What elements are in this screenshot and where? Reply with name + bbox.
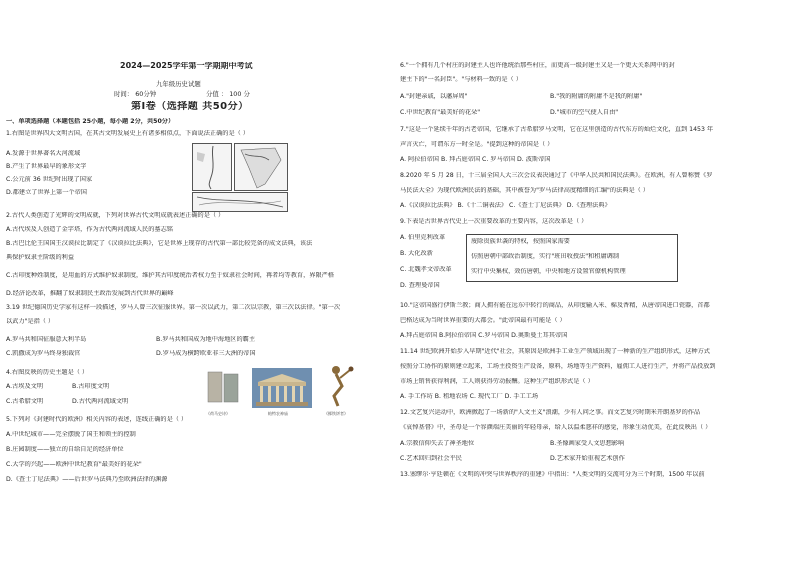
right-column [400, 0, 788, 561]
q3-option-a: A.罗马共和国征服意大利半岛 [6, 336, 87, 343]
mesopotamia-map [192, 192, 288, 212]
q1-option-a: A.发源于世界著名大河流域 [6, 150, 81, 157]
q6-option-d: D."城市的空气使人自由" [550, 109, 619, 116]
q10-options: A.拜占庭帝国 B.阿拉伯帝国 C.罗马帝国 D.奥斯曼土耳其帝国 [400, 332, 568, 339]
exam-time: 时间： 60分钟 [114, 90, 157, 98]
question-12-cont: 《哀悼基督》中，圣母是一个容颜端庄美丽的年轻母亲，给人以温柔慈祥的感觉，形象生动优美，在此反映出（ ） [400, 424, 712, 431]
q3-option-d: D.罗马成为横跨欧亚非三大洲的帝国 [156, 350, 256, 357]
q3-option-c: C.凯撒成为罗马终身独裁官 [6, 350, 81, 357]
q6-option-c: C.中世纪教育"最美好的花朵" [400, 109, 481, 116]
question-1: 1.右图是世界四大文明古国，在其古文明发展史上有诸多相似点，下面说法正确的是（ ） [6, 130, 249, 137]
map-region-icon [235, 144, 287, 190]
q6-option-b: B."我的附庸的附庸不是我的附庸" [550, 93, 643, 100]
question-10-cont: 巴格达成为当时世界重要的大都会。"此帝国最有可能是（ ） [400, 317, 566, 324]
section-heading: 一、单项选择题（本题包括 25小题，每小题 2分，共50分） [6, 118, 175, 125]
q2-option-b-cont: 典保护奴隶主阶级的利益 [6, 254, 75, 261]
q2-option-a: A.古代埃及人创造了金字塔，作为古代两河流域人民的墓志铭 [6, 226, 173, 233]
q7-options: A. 阿拉伯帝国 B. 拜占庭帝国 C. 罗马帝国 D. 波斯帝国 [400, 156, 551, 163]
q9-option-d: D. 查理曼帝国 [400, 282, 440, 289]
part-one-heading: 第Ⅰ卷（选择题 共50分） [131, 101, 249, 112]
q1-option-c: C.公元前 36 世纪时出现了国家 [6, 176, 93, 183]
q9-option-c: C. 北魏孝文帝改革 [400, 266, 452, 273]
left-column [6, 0, 394, 561]
q12-option-a: A.宗教信仰失去了神圣地位 [400, 440, 475, 447]
question-5: 5.下列对《封建时代的欧洲》相关内容的表述，连线正确的是（ ） [6, 416, 188, 423]
egypt-map [192, 143, 232, 191]
q1-option-b: B.产生了世界最早的象形文字 [6, 163, 87, 170]
caption-statue: 《掷铁饼者》 [324, 411, 348, 416]
question-4: 4.右图反映的历史主题是（ ） [6, 369, 89, 376]
q6-option-a: A."封建亲戚，以藩屏周" [400, 93, 468, 100]
discobolus-image [324, 362, 354, 408]
book-image [204, 368, 244, 408]
question-8: 8.2020 年 5 月 28 日，十三届全国人大三次会议表决通过了《中华人民共和国民法典》。在欧洲，有人曾称赞《罗 [400, 172, 713, 179]
map-rivers-icon [193, 193, 287, 211]
q8-options: A.《汉谟拉比法典》 B.《十二铜表法》 C.《查士丁尼法典》 D.《查理法典》 [400, 202, 611, 209]
q2-option-d: D.经济论改革，推翻了奴隶制民主政治发展到古代世界的巅峰 [6, 290, 174, 297]
question-11: 11.14 世纪欧洲开始步入早期"近代"社会，其原因是欧洲手工业生产领域出现了一种新的生产组织形式，这种方式 [400, 348, 710, 355]
q5-option-d: D.《查士丁尼法典》——后世罗马法典乃至欧洲法律的渊源 [6, 476, 168, 483]
question-6: 6."一个拥有几个村庄的封建主人也许他统治那些村庄，而更高一级封建主又是一个更大关系网中的封 [400, 62, 675, 69]
question-13: 13.塞缪尔·亨廷顿在《文明的冲突与世界秩序的重建》中指出："人类文明的交流可分为三个时期，1500 年以前 [400, 471, 705, 478]
question-11-cont: 按照分工协作的原则建立起来，工场主投资生产设备，原料，场地等生产资料，雇佣工人进行生产，并将产品投放到 [400, 363, 716, 370]
q2-option-c: C.古印度种姓制度，是用血的方式维护奴隶制度，维护其古印度统治者权力至于奴隶社会时间，再者均等教育，界限严格 [6, 272, 335, 279]
question-8-cont: 马民法大全》为现代欧洲民法的基础，其中被誉为"罗马法律高度精细的汇编"的法典是（ ） [400, 187, 649, 194]
question-3-cont: 以武力"是指（ ） [6, 318, 55, 325]
question-6-cont: 建主下的"一名封臣"。"与材料一致的是（ ） [400, 76, 522, 83]
q2-option-b: B.古巴比伦王国国王汉谟拉比制定了《汉谟拉比法典》，它是世界上现存的古代第一部比较完备的成文法典，该法 [6, 240, 313, 247]
q4-option-b: B.古印度文明 [72, 383, 110, 390]
q5-option-a: A.中世纪城市——完全摆脱了国王和领主的控制 [6, 431, 136, 438]
question-12: 12.文艺复兴运动中，欧洲掀起了一场新的"人文主义"浪潮，少有人问之事。而文艺复兴时期米开朗基罗的作品 [400, 409, 701, 416]
q12-option-b: B.圣像画家受人文思想影响 [550, 440, 625, 447]
q11-options: A. 手工作坊 B. 租地农场 C. 现代工厂 D. 手工工场 [400, 393, 539, 400]
q4-option-d: D.古代两河流域文明 [72, 398, 129, 405]
q12-option-d: D.艺术家开始重视艺术创作 [550, 455, 625, 462]
parthenon-image [252, 368, 312, 408]
map-river-icon [193, 144, 231, 190]
question-7-cont: 声言灭亡，可谓东方一时全是。"提到这种的帝国是（ ） [400, 141, 554, 148]
book-icon [204, 368, 244, 408]
reform-content-box [466, 234, 678, 282]
q1-option-d: D.都建立了世界上第一个帝国 [6, 189, 87, 196]
exam-title: 2024—2025学年第一学期期中考试 [120, 62, 253, 70]
question-7: 7."这是一个延续千年的古老帝国，它继承了古希腊罗马文明，它在这里创造的古代东方的灿烂文化，直到 1453 年 [400, 126, 714, 133]
q3-option-b: B.罗马共和国成为地中海地区的霸主 [156, 336, 256, 343]
question-9: 9.下表是古世界古代史上一次重要改革的主要内容，这次改革是（ ） [400, 218, 588, 225]
caption-book: 《荷马史诗》 [206, 411, 230, 416]
question-11-cont2: 市场上销售获得利润，工人则获得劳动报酬。这种生产组织形式是（ ） [400, 378, 594, 385]
q4-option-c: C.古希腊文明 [6, 398, 44, 405]
question-10: 10."这帝国盛行伊斯兰教；商人拥有能在远东中转行的商品，从印度输入米、棉及香精，从唐帝国进口瓷器，首都 [400, 302, 710, 309]
reform-line-3: 实行中央集权，效仿唐朝，中央和地方设置官僚机构管理 [471, 268, 626, 275]
q9-option-b: B. 大化改新 [400, 250, 433, 257]
q5-option-b: B.庄园制度——独立的自给自足的经济单位 [6, 446, 124, 453]
question-3: 3.19 世纪德国历史学家有这样一段描述，罗马人曾三次征服世界。第一次以武力，第二次以宗教，第三次以法律。"第一次 [6, 304, 341, 311]
q4-option-a: A.古埃及文明 [6, 383, 44, 390]
q12-option-c: C.艺术回归到社会平民 [400, 455, 462, 462]
reform-line-2: 仿照唐朝中部政治制度，实行"班田收授法"和租庸调制 [471, 253, 620, 260]
exam-score: 分值 ： 100 分 [206, 90, 250, 98]
q5-option-c: C.大学的兴起——欧洲中世纪教育"最美好的花朵" [6, 461, 142, 468]
question-2: 2.古代人类创造了光辉的文明成就，下列对世界古代文明成就表述正确的是（ ） [6, 212, 225, 219]
india-map [234, 143, 288, 191]
q9-option-a: A. 伯里克利改革 [400, 234, 446, 241]
exam-subject: 九年级历史试题 [156, 80, 201, 88]
statue-icon [324, 362, 354, 408]
caption-temple: 帕特农神庙 [268, 411, 288, 416]
reform-line-1: 废除贵族世袭的特权，按照国家需要 [471, 238, 570, 245]
temple-icon [252, 368, 312, 408]
